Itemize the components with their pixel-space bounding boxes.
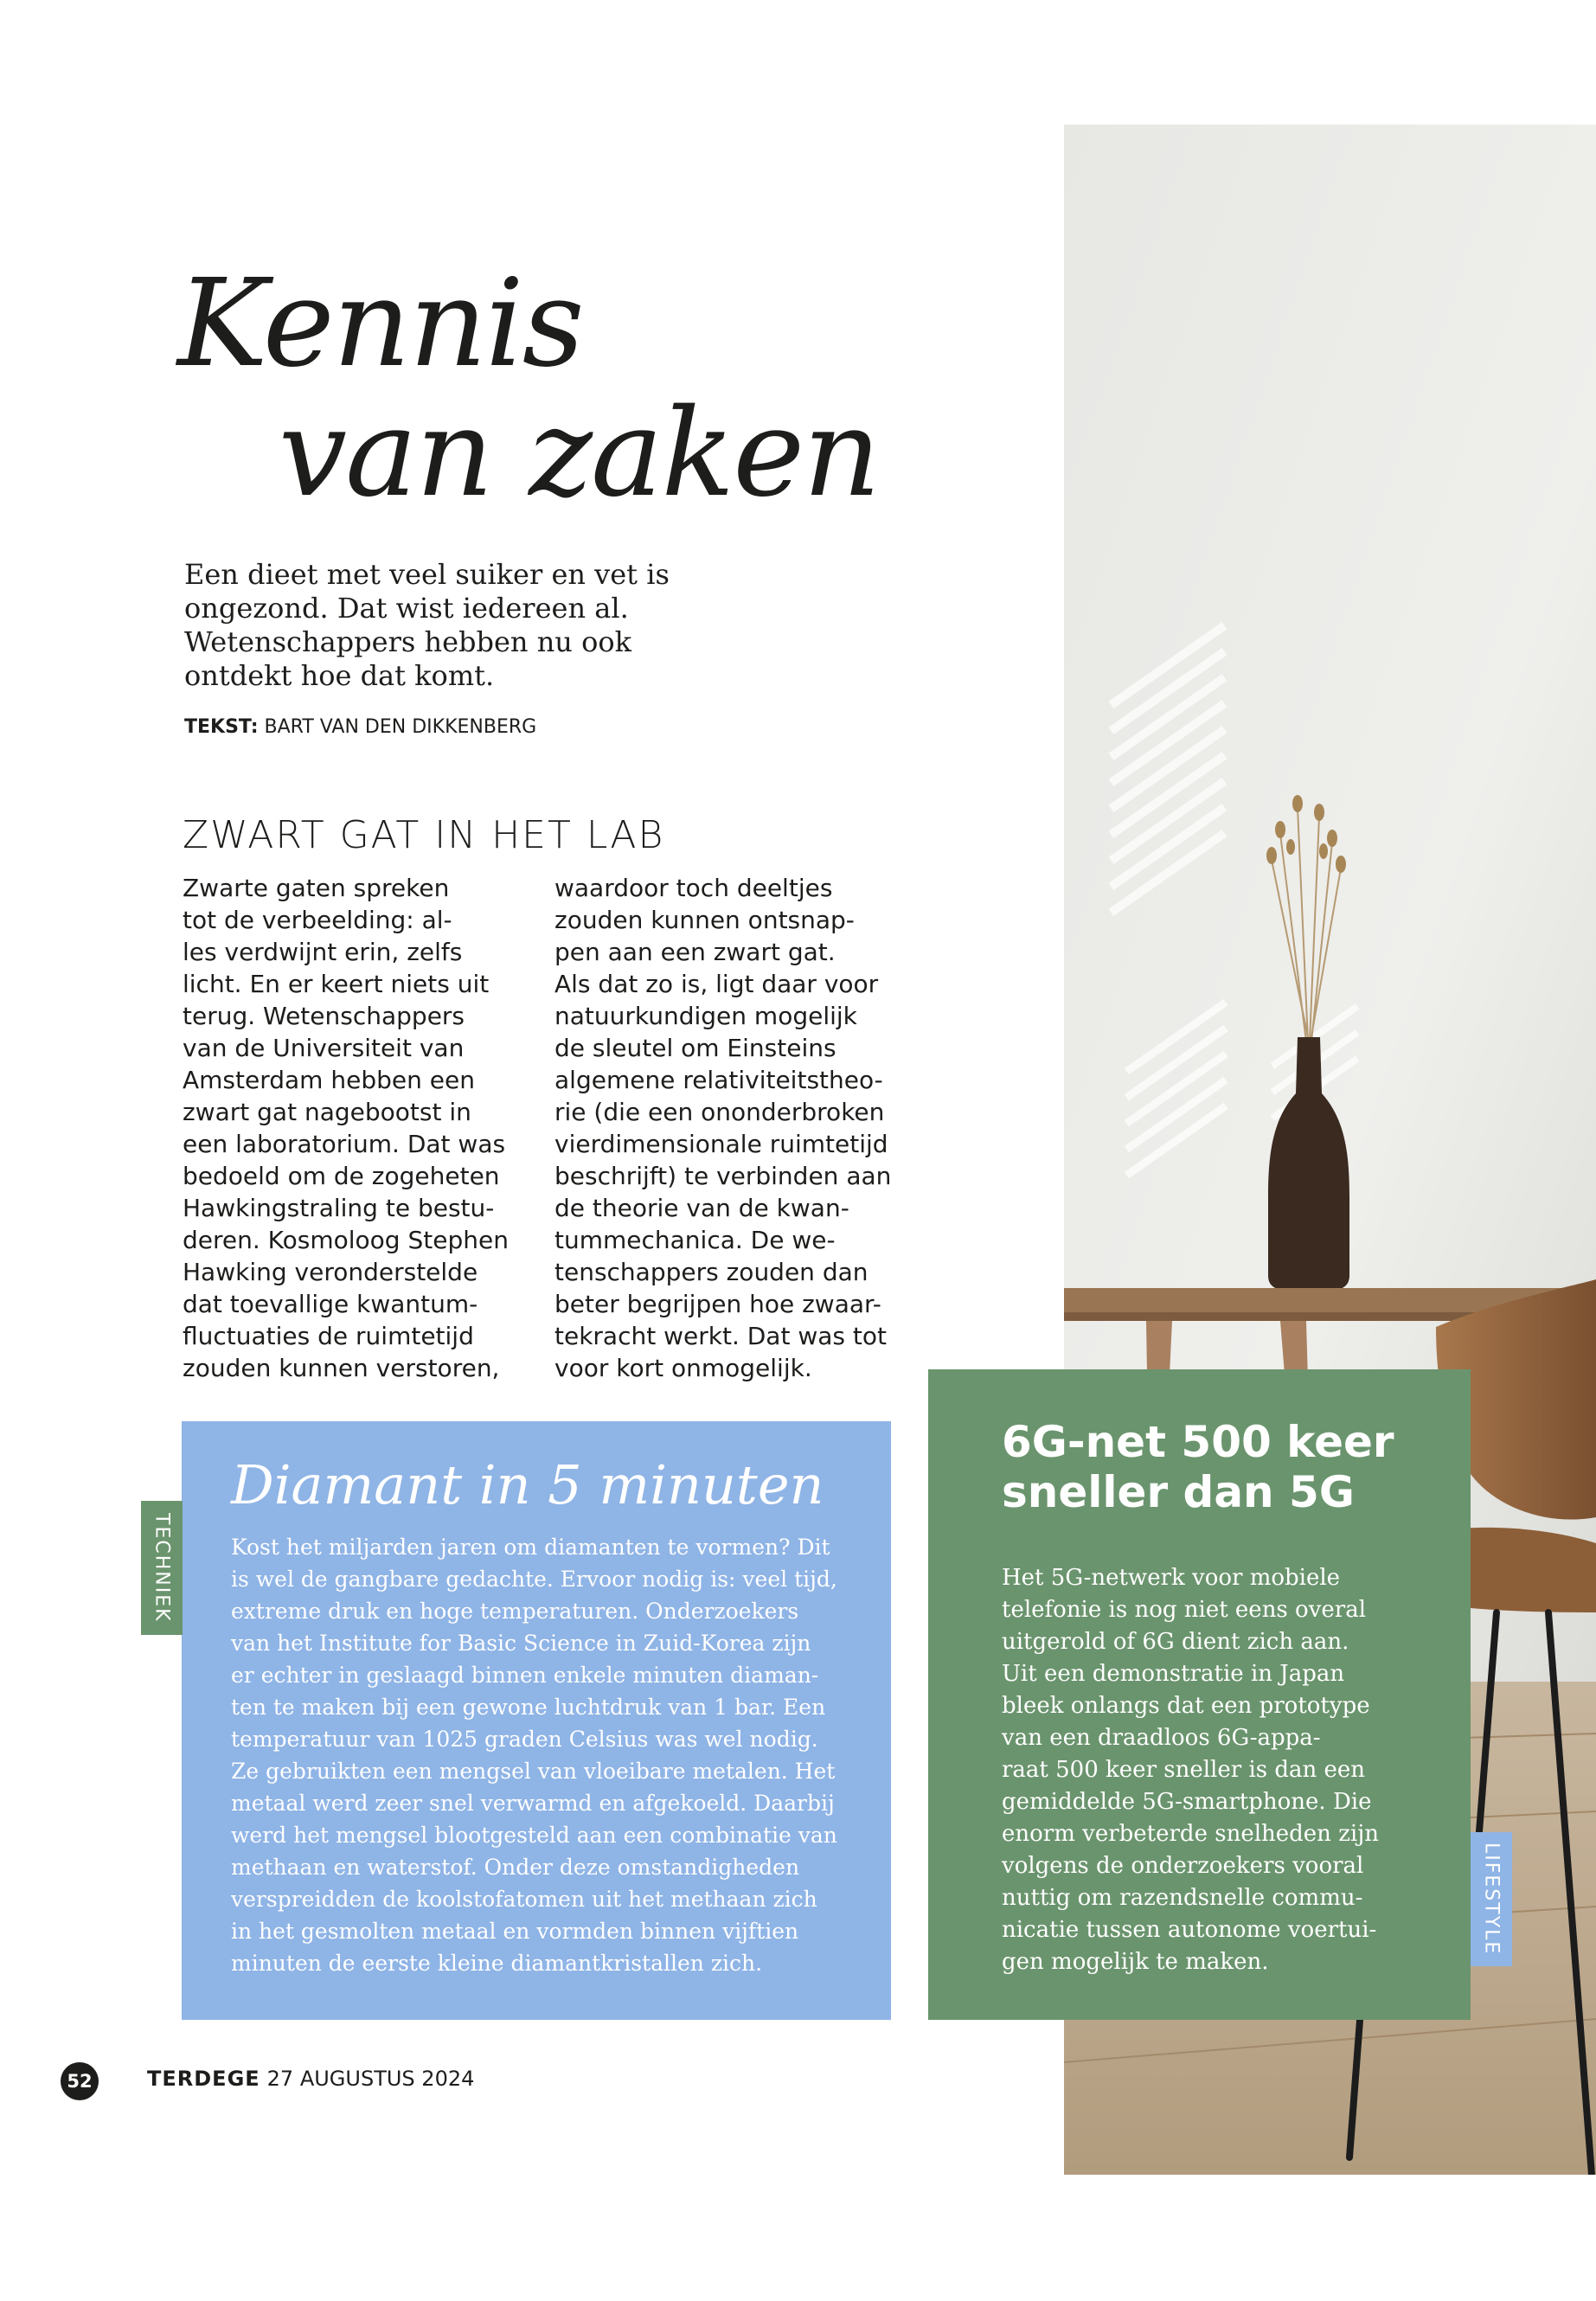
footer-info xyxy=(147,2067,474,2091)
magazine-name: TERDEGE xyxy=(147,2067,260,2091)
article-title-line-1: Kennis xyxy=(177,253,583,394)
green-box-title: 6G-net 500 keer sneller dan 5G xyxy=(1002,1417,1394,1517)
category-tag-techniek: TECHNIEK xyxy=(141,1501,183,1635)
byline-label: TEKST: xyxy=(184,716,259,738)
section-column-1: Zwarte gaten spreken tot de verbeelding: al- les verdwijnt erin, zelfs licht. En er keert niets uit terug. Wetenschappers van de Universiteit van Amsterdam hebben een zwart gat nagebootst in een laboratorium. Dat was bedoeld om de zogeheten Hawkingstraling te bestu- deren. Kosmoloog Stephen Hawking veronderstelde dat toevallige kwantum- fluctuaties de ruimtetijd zouden kunnen verstoren, xyxy=(183,874,509,1382)
article-title-line-2: van zaken xyxy=(279,383,880,524)
green-box-body: Het 5G-netwerk voor mobiele telefonie is nog niet eens overal uitgerold of 6G dient zich aan. Uit een demonstratie in Japan bleek onlangs dat een prototype van een draadloos 6G-appa- raat 500 keer sneller is dan een gemiddelde 5G-smartphone. Die enorm verbeterde snelheden zijn volgens de onderzoekers vooral nuttig om razendsnelle commu- nicatie tussen autonome voertui- gen mogelijk te maken. xyxy=(1002,1565,1380,1975)
issue-date: 27 AUGUSTUS 2024 xyxy=(266,2067,475,2091)
page-number: 52 xyxy=(61,2062,99,2100)
blue-box-body: Kost het miljarden jaren om diamanten te vormen? Dit is wel de gangbare gedachte. Ervoor nodig is: veel tijd, extreme druk en hoge temperaturen. Onderzoekers van het Institute for Basic Science in Zuid-Korea zijn er echter in geslaagd binnen enkele minuten diaman- ten te maken bij een gewone luchtdruk van 1 bar. Een temperatuur van 1025 graden Celsius was wel nodig. Ze gebruikten een mengsel van vloeibare metalen. Het metaal werd zeer snel verwarmd en afgekoeld. Daarbij werd het mengsel blootgesteld aan een combinatie van methaan en waterstof. Onder deze omstandigheden verspreidden de koolstofatomen uit het methaan zich in het gesmolten metaal en vormden binnen vijftien minuten de eerste kleine diamantkristallen zich. xyxy=(231,1535,837,1976)
category-tag-lifestyle: LIFESTYLE xyxy=(1471,1832,1512,1966)
blue-box-title: Diamant in 5 minuten xyxy=(231,1453,824,1516)
section-column-2: waardoor toch deeltjes zouden kunnen ontsnap- pen aan een zwart gat. Als dat zo is, ligt daar voor natuurkundigen mogelijk de sleutel om Einsteins algemene relativiteitstheo- rie (die een ononderbroken vierdimensionale ruimtetijd beschrijft) te verbinden aan de theorie van de kwan- tummechanica. De we- tenschappers zouden dan beter begrijpen hoe zwaar- tekracht werkt. Dat was tot voor kort onmogelijk. xyxy=(554,874,892,1382)
byline-author: BART VAN DEN DIKKENBERG xyxy=(264,716,537,738)
section-heading: ZWART GAT IN HET LAB xyxy=(183,813,665,857)
article-intro: Een dieet met veel suiker en vet is ongezond. Dat wist iedereen al. Wetenschappers hebben nu ook ontdekt hoe dat komt. xyxy=(184,558,670,692)
byline xyxy=(184,716,536,738)
